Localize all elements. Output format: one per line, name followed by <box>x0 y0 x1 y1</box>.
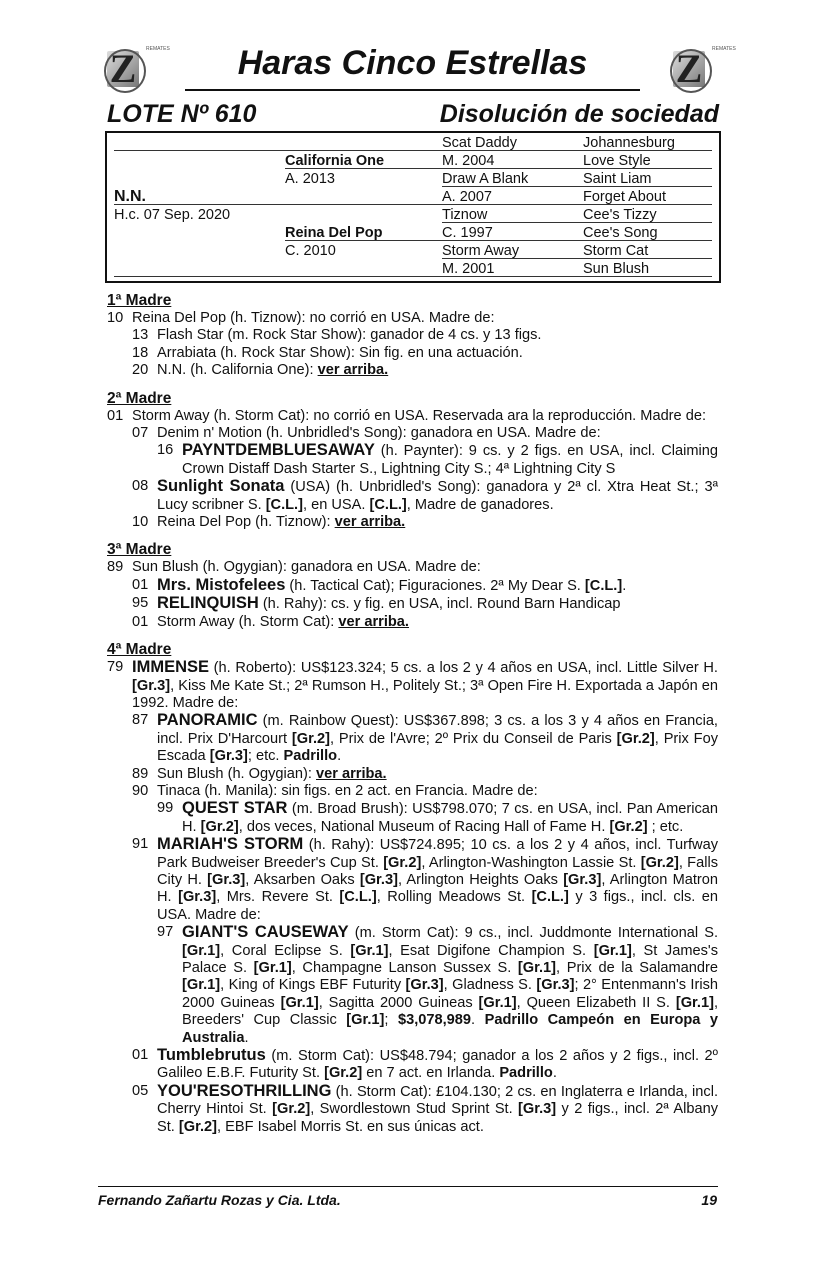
grade-tag: [C.L.] <box>265 496 303 513</box>
great-grandparent: Cee's Song <box>583 225 658 241</box>
sire-name: California One <box>285 153 385 169</box>
entry-text: , Esat Digifone Champion S. <box>388 942 594 959</box>
entry-text: Denim n' Motion (h. Unbridled's Song): ganadora en USA. Madre de: <box>157 425 601 442</box>
list-item <box>107 345 718 362</box>
stallion-note: Padrillo Campeón en Europa y Australia <box>182 1012 719 1046</box>
grandparent: Scat Daddy <box>442 135 517 151</box>
great-grandparent: Sun Blush <box>583 261 650 277</box>
grandparent: A. 2007 <box>442 189 492 205</box>
grade-tag: [Gr.3] <box>405 977 444 994</box>
entry-year: 01 <box>107 407 124 424</box>
entry-year: 79 <box>107 659 124 676</box>
entry-year: 07 <box>132 425 149 442</box>
entry-text: , Arlington-Washington Lassie St. <box>421 854 641 871</box>
entry-text: , Mrs. Revere St. <box>216 889 340 906</box>
footer-rule <box>98 1186 718 1187</box>
logo-side-text: REMATES <box>712 46 736 52</box>
entry-text: , Sagitta 2000 Guineas <box>318 994 479 1011</box>
great-grandparent: Johannesburg <box>583 135 675 151</box>
entry-year: 87 <box>132 712 149 729</box>
list-item <box>107 408 718 425</box>
entry-text: ; etc. <box>647 818 684 835</box>
entry-text: Arrabiata (h. Rock Star Show): Sin fig. en una actuación. <box>157 344 523 361</box>
entry-text: , Arlington Matron H. <box>157 871 718 906</box>
grandparent: Tiznow <box>442 207 488 223</box>
catalog-content <box>107 291 718 1136</box>
footer-company: Fernando Zañartu Rozas y Cia. Ltda. <box>98 1192 341 1208</box>
great-grandparent: Cee's Tizzy <box>583 207 657 223</box>
great-grandparent: Saint Liam <box>583 171 652 187</box>
entry-text: , Aksarben Oaks <box>245 871 360 888</box>
list-item <box>107 836 718 924</box>
entry-text: , Swordlestown Stud Sprint St. <box>310 1101 519 1118</box>
entry-text: , Prix de l'Avre; 2º Prix du Conseil de Paris <box>330 730 617 747</box>
list-item <box>107 1083 718 1136</box>
list-item <box>107 783 718 800</box>
entry-text: . <box>471 1012 485 1029</box>
horse-name: N.N. <box>114 188 146 205</box>
grade-tag: [Gr.3] <box>518 1101 557 1118</box>
entry-year: 01 <box>132 1047 149 1064</box>
entry-text: (m. Storm Cat): US$48.794; ganador a los 2 años y 2 figs., incl. 2º Galileo E.B.F. Futurity St. <box>157 1048 718 1082</box>
entry-text: (h. Rahy): cs. y fig. en USA, incl. Round Barn Handicap <box>258 596 621 613</box>
grade-tag: [Gr.2] <box>324 1065 363 1082</box>
logo-letter: Z <box>675 46 703 91</box>
grade-tag: [Gr.3] <box>209 748 248 765</box>
great-grandparent: Storm Cat <box>583 243 649 259</box>
entry-text: , Queen Elizabeth II S. <box>516 994 676 1011</box>
horse-name: Mrs. Mistofelees <box>157 575 286 594</box>
entry-text: , dos veces, National Museum of Racing Hall of Fame H. <box>238 818 610 835</box>
list-item <box>107 712 718 765</box>
grade-tag: [Gr.1] <box>253 960 292 976</box>
entry-year: 16 <box>157 442 174 459</box>
entry-text: en 7 act. en Irlanda. <box>362 1065 500 1082</box>
grade-tag: [Gr.1] <box>478 994 517 1011</box>
entry-text: , Prix Foy Escada <box>157 730 718 765</box>
horse-name: RELINQUISH <box>157 594 259 613</box>
list-item <box>107 362 718 379</box>
title-underline <box>185 89 640 91</box>
entry-text: ; <box>384 1012 398 1029</box>
grade-tag: [Gr.1] <box>182 942 221 959</box>
list-item <box>107 327 718 344</box>
entry-text: , Arlington Heights Oaks <box>397 871 564 888</box>
entry-text: , Breeders' Cup Classic <box>182 994 719 1029</box>
lot-subtitle: Disolución de sociedad <box>439 100 719 128</box>
horse-name: Sunlight Sonata <box>157 477 285 496</box>
entry-text: , Champagne Lanson Sussex S. <box>291 960 518 976</box>
entry-text: Sun Blush (h. Ogygian): <box>157 765 316 782</box>
list-item <box>107 442 718 478</box>
see-above-link[interactable]: ver arriba. <box>317 362 389 379</box>
grade-tag: [Gr.2] <box>291 730 331 747</box>
dam-year: C. 2010 <box>285 243 336 259</box>
list-item <box>107 1047 718 1083</box>
entry-year: 20 <box>132 362 149 379</box>
list-item <box>107 478 718 514</box>
sire-year: A. 2013 <box>285 171 335 187</box>
great-grandparent: Forget About <box>583 189 667 205</box>
entry-year: 18 <box>132 344 149 361</box>
grade-tag: [Gr.1] <box>593 942 632 959</box>
earnings: $3,078,989 <box>397 1012 472 1029</box>
grandparent: Storm Away <box>442 243 520 259</box>
pedigree-table <box>105 131 721 283</box>
entry-text: Storm Away (h. Storm Cat): <box>157 613 339 630</box>
entry-year: 89 <box>107 559 124 576</box>
grade-tag: [Gr.3] <box>132 677 171 694</box>
entry-text: (m. Broad Brush): US$798.070; 7 cs. en USA, incl. Pan American H. <box>182 801 718 835</box>
grade-tag: [Gr.3] <box>178 889 217 906</box>
list-item <box>107 659 718 712</box>
list-item <box>107 577 718 595</box>
entry-text: ; 2° Entenmann's Irish 2000 Guineas <box>182 977 718 1011</box>
entry-text: (m. Rainbow Quest): US$367.898; 3 cs. a los 3 y 4 años en Francia, incl. Prix D'Harcourt <box>157 713 718 747</box>
entry-text: y 2 figs., incl. 2ª Albany St. <box>157 1101 718 1135</box>
grade-tag: [Gr.3] <box>536 977 575 994</box>
entry-text: . <box>337 748 342 765</box>
grade-tag: [Gr.1] <box>350 942 389 959</box>
entry-text: (h. Paynter): 9 cs. y 2 figs. en USA, incl. Claiming Crown Distaff Dash Starter S., Lightning City S.; 4ª Lightning City S <box>182 443 718 477</box>
stallion-note: Padrillo <box>283 748 338 765</box>
remates-logo-right <box>670 45 736 95</box>
entry-text: (h. Tactical Cat); Figuraciones. 2ª My Dear S. <box>285 577 585 594</box>
grade-tag: [C.L.] <box>584 577 623 594</box>
logo-side-text: REMATES <box>146 46 170 52</box>
section-heading: 2ª Madre <box>107 389 172 407</box>
see-above-link[interactable]: ver arriba. <box>334 514 406 531</box>
entry-text: (m. Storm Cat): 9 cs., incl. Juddmonte International S. <box>348 925 718 942</box>
list-item <box>107 514 718 531</box>
dam-name: Reina Del Pop <box>285 225 383 241</box>
horse-info: H.c. 07 Sep. 2020 <box>114 207 231 223</box>
entry-year: 99 <box>157 800 174 817</box>
horse-name: Tumblebrutus <box>157 1046 266 1065</box>
stallion-note: Padrillo <box>499 1065 553 1082</box>
entry-year: 10 <box>132 514 149 531</box>
entry-year: 10 <box>107 310 124 326</box>
entry-text: . <box>244 1029 249 1046</box>
page-number: 19 <box>701 1192 717 1208</box>
entry-text: . <box>622 577 627 594</box>
entry-text: (h. Storm Cat): £104.130; 2 cs. en Inglaterra e Irlanda, incl. Cherry Hintoi St. <box>157 1083 718 1118</box>
entry-text: , EBF Isabel Morris St. en sus únicas act. <box>217 1118 484 1135</box>
section-heading: 4ª Madre <box>107 641 172 659</box>
horse-name: IMMENSE <box>132 658 210 677</box>
entry-text: y 3 figs., incl. cls. en USA. Madre de: <box>157 889 718 923</box>
list-item <box>107 924 718 1047</box>
entry-year: 05 <box>132 1082 149 1099</box>
entry-text: Reina Del Pop (h. Tiznow): no corrió en USA. Madre de: <box>132 310 495 326</box>
page-title: Haras Cinco Estrellas <box>237 44 588 82</box>
entry-text: (h. Roberto): US$123.324; 5 cs. a los 2 y 4 años en USA, incl. Little Silver H. <box>209 660 718 677</box>
entry-year: 13 <box>132 327 149 344</box>
entry-text: . <box>552 1065 557 1082</box>
section-heading: 1ª Madre <box>107 292 172 309</box>
see-above-link[interactable]: ver arriba. <box>338 613 409 630</box>
entry-text: , Coral Eclipse S. <box>220 942 351 959</box>
grade-tag: [Gr.3] <box>207 871 246 888</box>
grade-tag: [Gr.2] <box>383 854 422 871</box>
grade-tag: [C.L.] <box>369 496 407 513</box>
entry-text: , Rolling Meadows St. <box>376 889 532 906</box>
grade-tag: [C.L.] <box>339 889 377 906</box>
great-grandparent: Love Style <box>583 153 651 169</box>
list-item <box>107 425 718 442</box>
entry-text: , Prix de la Salamandre <box>556 960 718 976</box>
list-item <box>107 559 718 576</box>
grandparent: C. 1997 <box>442 225 493 241</box>
see-above-link[interactable]: ver arriba. <box>316 765 387 782</box>
entry-text: Tinaca (h. Manila): sin figs. en 2 act. en Francia. Madre de: <box>157 782 538 799</box>
grade-tag: [C.L.] <box>531 889 569 906</box>
entry-text: Storm Away (h. Storm Cat): no corrió en USA. Reservada ara la reproducción. Madre de: <box>132 407 707 424</box>
entry-text: Reina Del Pop (h. Tiznow): <box>157 514 335 531</box>
entry-text: Flash Star (m. Rock Star Show): ganador de 4 cs. y 13 figs. <box>157 327 542 344</box>
horse-name: GIANT'S CAUSEWAY <box>182 923 349 942</box>
grade-tag: [Gr.1] <box>517 960 557 976</box>
grade-tag: [Gr.2] <box>609 818 648 835</box>
grade-tag: [Gr.2] <box>616 730 655 747</box>
entry-year: 97 <box>157 924 174 941</box>
entry-text: , Gladness S. <box>443 977 537 994</box>
list-item <box>107 310 718 327</box>
entry-text: , Kiss Me Kate St.; 2ª Rumson H., Politely St.; 3ª Open Fire H. Exportada a Japón en 1992. Madre de: <box>132 677 718 711</box>
grade-tag: [Gr.1] <box>280 994 319 1011</box>
grade-tag: [Gr.1] <box>346 1012 385 1029</box>
section-heading: 3ª Madre <box>107 541 172 559</box>
entry-text: N.N. (h. California One): <box>157 362 318 379</box>
entry-year: 08 <box>132 478 149 495</box>
entry-text: (h. Rahy): US$724.895; 10 cs. a los 2 y 4 años, incl. Turfway Park Budweiser Breeder's Cup St. <box>157 837 718 871</box>
entry-text: , en USA. <box>302 496 370 513</box>
grandparent: Draw A Blank <box>442 171 529 187</box>
grandparent: M. 2001 <box>442 261 495 277</box>
list-item <box>107 800 718 836</box>
horse-name: QUEST STAR <box>182 799 288 818</box>
grade-tag: [Gr.1] <box>675 994 714 1011</box>
list-item <box>107 595 718 613</box>
grade-tag: [Gr.2] <box>640 854 679 871</box>
entry-text: , Falls City H. <box>157 854 718 888</box>
grandparent: M. 2004 <box>442 153 495 169</box>
entry-year: 01 <box>132 576 149 593</box>
grade-tag: [Gr.3] <box>563 871 602 888</box>
grade-tag: [Gr.3] <box>359 871 398 888</box>
entry-text: , Madre de ganadores. <box>406 496 554 513</box>
list-item <box>107 766 718 783</box>
pedigree-line <box>114 150 442 151</box>
horse-name: PANORAMIC <box>157 711 258 730</box>
logo-letter: Z <box>109 46 137 91</box>
list-item <box>107 614 718 631</box>
horse-name: YOU'RESOTHRILLING <box>157 1081 332 1100</box>
entry-text: ; etc. <box>247 748 284 765</box>
entry-year: 91 <box>132 836 149 853</box>
entry-year: 95 <box>132 595 149 612</box>
horse-name: PAYNTDEMBLUESAWAY <box>182 441 375 460</box>
grade-tag: [Gr.1] <box>182 977 221 994</box>
remates-logo-left <box>104 45 170 95</box>
entry-text: , King of Kings EBF Futurity <box>220 977 406 994</box>
grade-tag: [Gr.2] <box>200 818 239 835</box>
entry-text: Sun Blush (h. Ogygian): ganadora en USA. Madre de: <box>132 559 481 576</box>
entry-year: 89 <box>132 765 149 782</box>
entry-year: 01 <box>132 613 149 630</box>
entry-year: 90 <box>132 782 149 799</box>
grade-tag: [Gr.2] <box>178 1118 218 1135</box>
entry-text: , St James's Palace S. <box>182 942 718 976</box>
grade-tag: [Gr.2] <box>272 1101 311 1118</box>
lot-number: LOTE Nº 610 <box>107 100 257 128</box>
entry-text: (USA) (h. Unbridled's Song): ganadora y 2ª cl. Xtra Heat St.; 3ª Lucy scribner S. <box>157 479 718 513</box>
horse-name: MARIAH'S STORM <box>157 835 304 854</box>
